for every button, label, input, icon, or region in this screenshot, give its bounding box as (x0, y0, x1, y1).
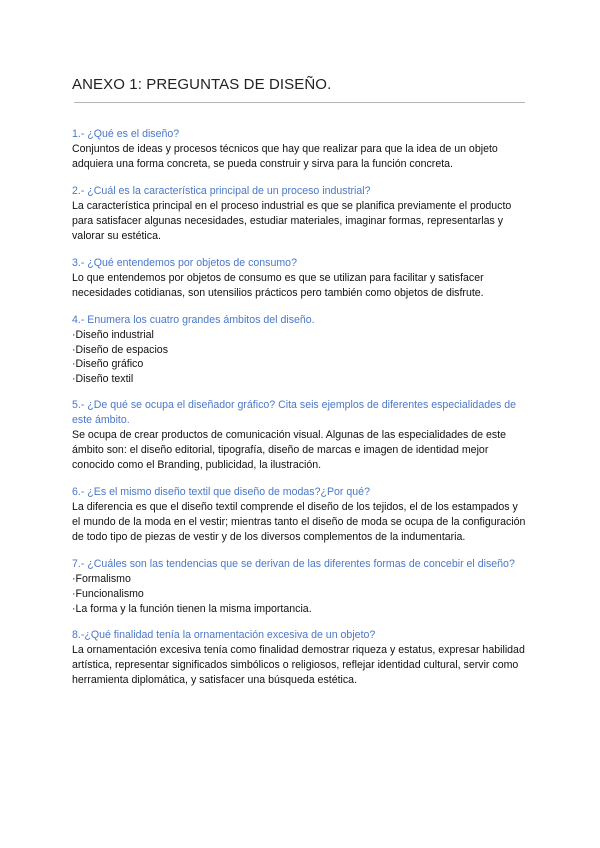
qa-item-1 (72, 127, 528, 172)
design-areas-list (72, 328, 528, 386)
document-page (72, 74, 528, 700)
answer-1: Conjuntos de ideas y procesos técnicos que hay que realizar para que la idea de un objeto adquiera una forma concreta, se pueda construir y sirva para la función concreta. (72, 143, 498, 170)
question-1: 1.- ¿Qué es el diseño? (72, 128, 180, 140)
document-title: ANEXO 1: PREGUNTAS DE DISEÑO. (72, 76, 332, 93)
question-4: 4.- Enumera los cuatro grandes ámbitos del diseño. (72, 314, 315, 326)
qa-list (72, 127, 528, 688)
answer-8: La ornamentación excesiva tenía como finalidad demostrar riqueza y estatus, expresar habilidad artística, representar significados simbólicos o religiosos, reflejar identidad cultural, servir como herramienta diplomática, y satisfacer una búsqueda estética. (72, 644, 525, 687)
list-item: ·Formalismo (72, 573, 131, 586)
answer-2: La característica principal en el proceso industrial es que se planifica previamente el producto para satisfacer algunas necesidades, estudiar materiales, imaginar formas, representarlas y valorar su estética. (72, 200, 512, 242)
answer-3: Lo que entendemos por objetos de consumo es que se utilizan para facilitar y satisfacer necesidades cotidianas, son utensilios prácticos pero también como objetos de disfrute. (72, 272, 484, 299)
list-item: ·La forma y la función tienen la misma importancia. (72, 602, 312, 615)
design-trends-list (72, 572, 528, 616)
answer-5: Se ocupa de crear productos de comunicación visual. Algunas de las especialidades de este ámbito son: el diseño editorial, tipografía, diseño de marcas e imagen de identidad mejor conocido como el Branding, publicidad, la ilustración. (72, 429, 507, 472)
question-3: 3.- ¿Qué entendemos por objetos de consumo? (72, 257, 297, 269)
list-item: ·Diseño industrial (72, 329, 154, 341)
title-divider (74, 102, 525, 103)
question-2: 2.- ¿Cuál es la característica principal de un proceso industrial? (72, 185, 371, 197)
question-7: 7.- ¿Cuáles son las tendencias que se derivan de las diferentes formas de concebir el diseño? (72, 558, 515, 571)
qa-item-4 (72, 313, 528, 386)
list-item: ·Diseño gráfico (72, 358, 144, 371)
qa-item-6 (72, 485, 528, 545)
qa-item-8 (72, 628, 528, 688)
question-5: 5.- ¿De qué se ocupa el diseñador gráfico? Cita seis ejemplos de diferentes especialidades de este ámbito. (72, 399, 517, 427)
list-item: ·Diseño de espacios (72, 343, 168, 356)
qa-item-7 (72, 557, 528, 616)
answer-6: La diferencia es que el diseño textil comprende el diseño de los tejidos, el de los estampados y el mundo de la moda en el vestir; mientras tanto el diseño de moda se ocupa de la configuración de todo tipo de piezas de vestir y de los diversos complementos de la indumentaria. (72, 501, 526, 544)
qa-item-2 (72, 184, 528, 244)
list-item: ·Diseño textil (72, 372, 134, 385)
qa-item-3 (72, 256, 528, 301)
question-8: 8.-¿Qué finalidad tenía la ornamentación excesiva de un objeto? (72, 629, 376, 642)
question-6: 6.- ¿Es el mismo diseño textil que diseño de modas?¿Por qué? (72, 486, 370, 499)
qa-item-5 (72, 398, 528, 473)
list-item: ·Funcionalismo (72, 587, 144, 600)
